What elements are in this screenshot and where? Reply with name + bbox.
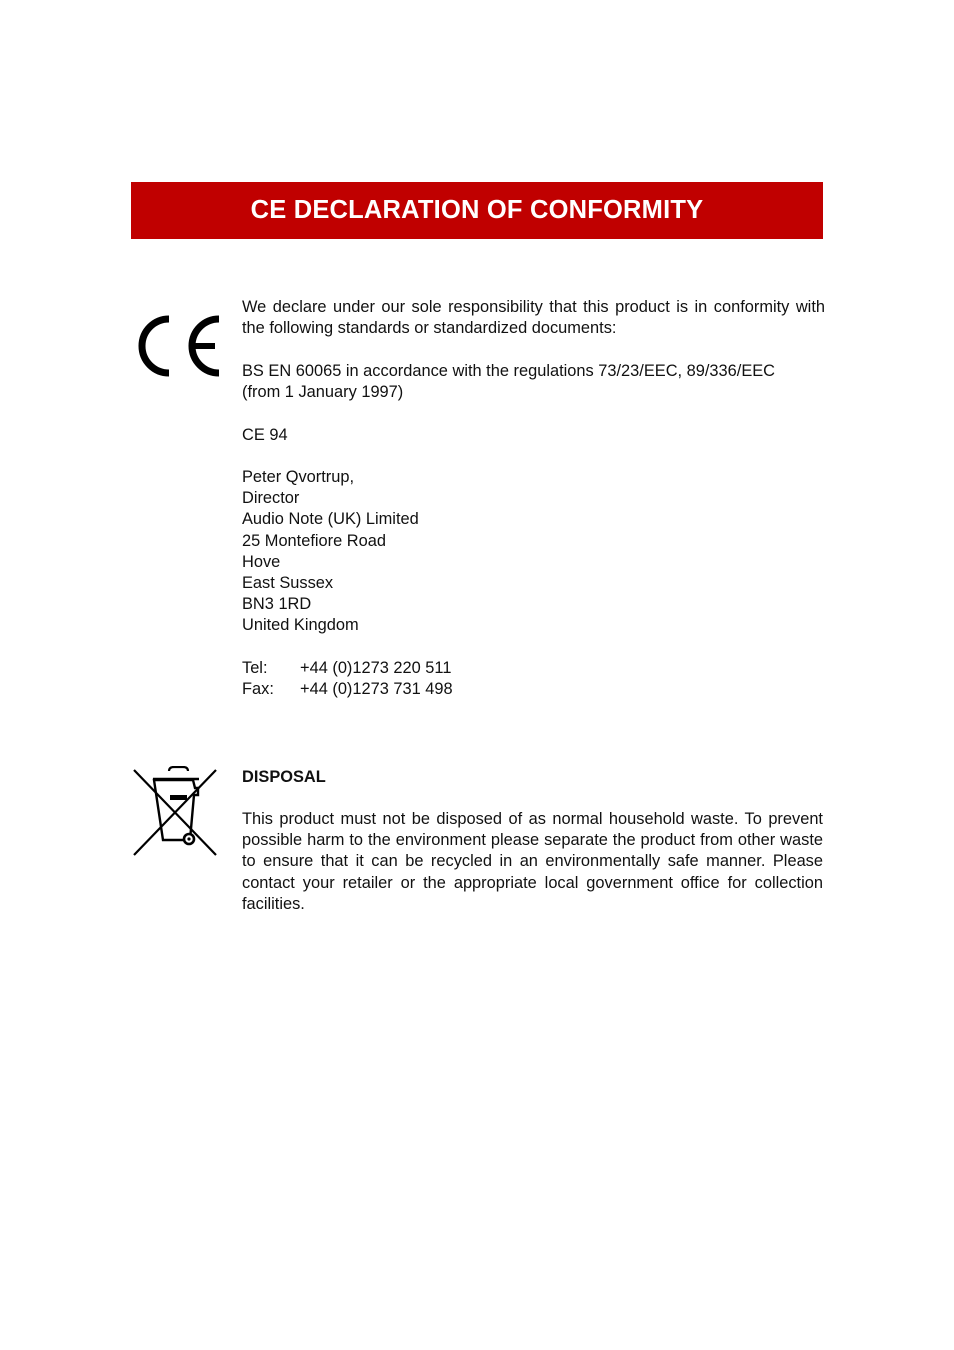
fax-label: Fax: [242,680,274,699]
declaration-statement: We declare under our sole responsibility that this product is in conformity with the following standards or standardized documents: [242,298,825,338]
signatory-role: Director [242,489,300,508]
crossed-out-wheelie-bin-icon [131,766,219,858]
address-country: United Kingdom [242,616,359,635]
disposal-text: This product must not be disposed of as normal household waste. To prevent possible harm to the environment please separate the product from other waste to ensure that it can be recycled in an environmentally safe manner. Please contact your retailer or the appropriate local government office for collection facilities. [242,810,823,913]
address-town: Hove [242,552,281,571]
fax-row [242,679,825,700]
ce-mark-icon [133,312,223,380]
telephone-row [242,658,825,679]
page-title: CE DECLARATION OF CONFORMITY [250,196,704,224]
company-name: Audio Note (UK) Limited [242,510,419,529]
address-county: East Sussex [242,574,334,593]
standard-line: BS EN 60065 in accordance with the regulations 73/23/EEC, 89/336/EEC [242,362,776,380]
fax-number: +44 (0)1273 731 498 [300,680,453,699]
telephone-number: +44 (0)1273 220 511 [300,659,452,677]
standard-date: (from 1 January 1997) [242,383,404,402]
signatory-name: Peter Qvortrup, [242,468,355,486]
standards-block [242,361,825,403]
contact-block [242,658,825,700]
telephone-label: Tel: [242,659,268,677]
address-street: 25 Montefiore Road [242,531,386,550]
ce-code: CE 94 [242,426,288,444]
signatory-address [242,467,825,637]
disposal-heading: DISPOSAL [242,768,326,786]
page-title-banner [131,182,823,239]
address-postcode: BN3 1RD [242,595,312,614]
